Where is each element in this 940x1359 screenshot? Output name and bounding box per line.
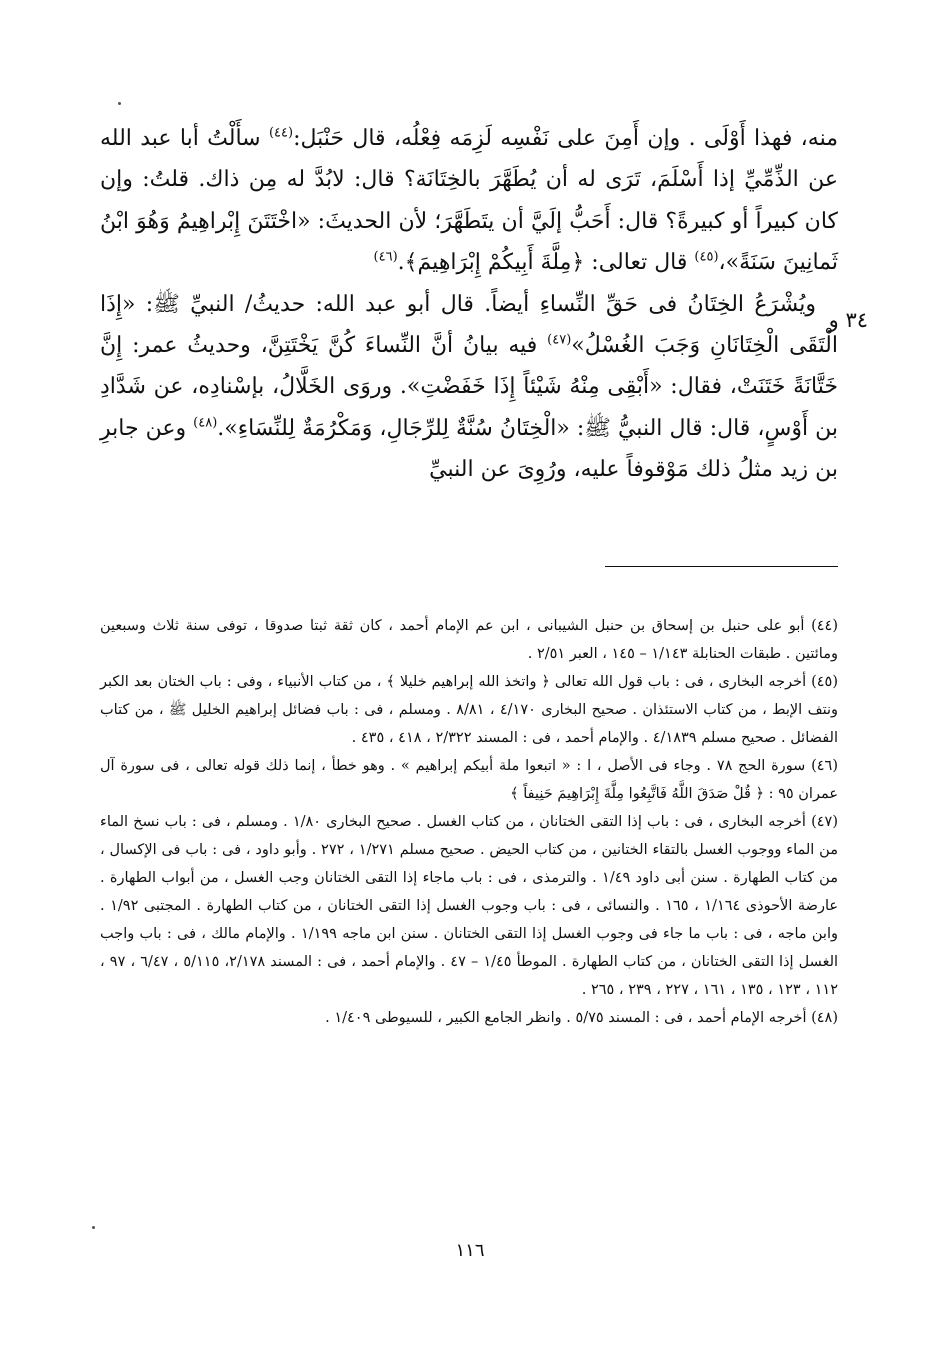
footnote-separator	[605, 566, 838, 567]
paragraph-2-text-cont: فيه بيانُ أنَّ النِّساءَ كُنَّ يَخْتَتِنَّ، وحديثُ عمر: إِنَّ خَتَّانَةً خَتَنَتْ، فقال: «أَبْقِى مِنْهُ شَيْئاً إِذَا خَفَضْتِ». وروَى الخَلَّالُ، بإسْنادِه، عن شَدَّادِ بن أَوْسٍ، قال: قال النبيُّ ﷺ: «الْخِتَانُ سُنَّةٌ لِلرِّجَالِ، وَمَكْرُمَةٌ لِلنِّسَاءِ».	[100, 333, 838, 441]
paragraph-1	[100, 118, 838, 284]
paragraph-1-text-end: قال تعالى: ﴿مِلَّةَ أَبِيكُمْ إِبْرَاهِيمَ﴾.	[397, 250, 695, 276]
scan-speck	[118, 102, 121, 105]
footnote-46: (٤٦) سورة الحج ٧٨ . وجاء فى الأصل ، ا : « اتبعوا ملة أبيكم إبراهيم » . وهو خطأ ، إنما ذلك قوله تعالى ، فى سورة آل عمران ٩٥ : ﴿ قُلْ صَدَقَ اللَّهُ فَاتَّبِعُوا مِلَّةَ إِبْرَاهِيمَ حَنِيفاً ﴾	[100, 758, 839, 802]
footnote-48: (٤٨) أخرجه الإمام أحمد ، فى : المسند ٥/٧٥ . وانظر الجامع الكبير ، للسيوطى ١/٤٠٩ .	[325, 1010, 838, 1026]
page-number: ١١٦	[455, 1240, 485, 1261]
footnote-47: (٤٧) أخرجه البخارى ، فى : باب إذا التقى الختانان ، من كتاب الغسل . صحيح البخارى ١/٨٠ . ومسلم ، فى : باب نسخ الماء من الماء ووجوب الغسل بالتقاء الختانين ، من كتاب الحيض . صحيح مسلم ١/٢٧١ ، ٢٧٢ . وأبو داود ، فى : باب فى الإكسال ، من كتاب الطهارة . سنن أبى داود ١/٤٩ . والترمذى ، فى : باب ماجاء إذا التقى الختانان وجب الغسل ، من أبواب الطهارة . عارضة الأحوذى ١/١٦٤ ، ١٦٥ . والنسائى ، فى : باب وجوب الغسل إذا التقى الختانان ، من كتاب الطهارة . المجتبى ١/٩٢ . وابن ماجه ، فى : باب ما جاء فى وجوب الغسل إذا التقى الختانان . سنن ابن ماجه ١/١٩٩ . والإمام مالك ، فى : باب واجب الغسل إذا التقى الختانان ، من كتاب الطهارة . الموطأ ١/٤٥ – ٤٧ . والإمام أحمد ، فى : المسند ٢/١٧٨، ٥/١١٥ ، ٦/٤٧ ، ٩٧ ، ١١٢ ، ١٢٣ ، ١٣٥ ، ١٦١ ، ٢٢٧ ، ٢٣٩ ، ٢٦٥ .	[100, 814, 839, 998]
footnote-45: (٤٥) أخرجه البخارى ، فى : باب قول الله تعالى ﴿ واتخذ الله إبراهيم خليلا ﴾ ، من كتاب الأنبياء ، وفى : باب الختان بعد الكبر ونتف الإبط ، من كتاب الاستئذان . صحيح البخارى ٤/١٧٠ ، ٨/٨١ . ومسلم ، فى : باب فضائل إبراهيم الخليل ﷺ ، من كتاب الفضائل . صحيح مسلم ٤/١٨٣٩ . والإمام أحمد ، فى : المسند ٢/٣٢٢ ، ٤١٨ ، ٤٣٥ .	[100, 674, 839, 746]
paragraph-2	[100, 284, 838, 491]
scan-speck	[92, 1226, 95, 1229]
footnote-44: (٤٤) أبو على حنبل بن إسحاق بن حنبل الشيبانى ، ابن عم الإمام أحمد ، كان ثقة ثبتا صدوقا ، توفى سنة ثلاث وسبعين ومائتين . طبقات الحنابلة ١/١٤٣ – ١٤٥ ، العبر ٢/٥١ .	[100, 618, 838, 662]
footnote-ref-45[interactable]: (٤٥)	[694, 249, 719, 265]
paragraph-1-text-cont: سأَلْتُ أبا عبد الله عن الذِّمِّيِّ إذا أَسْلَمَ، تَرَى له أن يُطَهَّرَ بالخِتَانَة؟ قال: لابُدَّ له مِن ذاك. قلتُ: وإن كان كبيراً أو كبيرةً؟ قال: أَحَبُّ إلَيَّ أن يتَطَهَّرَ؛ لأن الحديثَ: «اخْتَتَنَ إِبْراهِيمُ وَهُوَ ابْنُ ثَمانِينَ سَنَةً»،	[100, 126, 838, 276]
footnote-ref-47[interactable]: (٤٧)	[547, 332, 572, 348]
footnotes	[100, 612, 838, 1032]
footnote-ref-44[interactable]: (٤٤)	[268, 125, 294, 141]
paragraph-1-text: منه، فهذا أَوْلَى . وإن أَمِنَ على نَفْسِه لَزِمَه فِعْلُه، قال حَنْبَل:	[293, 126, 839, 151]
footnote-ref-46[interactable]: (٤٦)	[373, 249, 398, 265]
paragraph-2-text: ويُشْرَعُ الخِتَانُ فى حَقِّ النِّساءِ أيضاً. قال أبو عبد الله: حديثُ/ النبيِّ ﷺ: «إِذَا الْتَقَى الْخِتَانَانِ وَجَبَ الغُسْلُ»	[100, 291, 838, 359]
main-text	[100, 118, 838, 491]
footnote-ref-48[interactable]: (٤٨)	[193, 415, 218, 431]
paragraph-2-text-end: وعن جابرِ بن زيد مثلُ ذلك مَوْقوفاً عليه، ورُوِىَ عن النبيِّ	[100, 415, 838, 483]
margin-folio-marker: ٣٤ و	[828, 308, 868, 332]
